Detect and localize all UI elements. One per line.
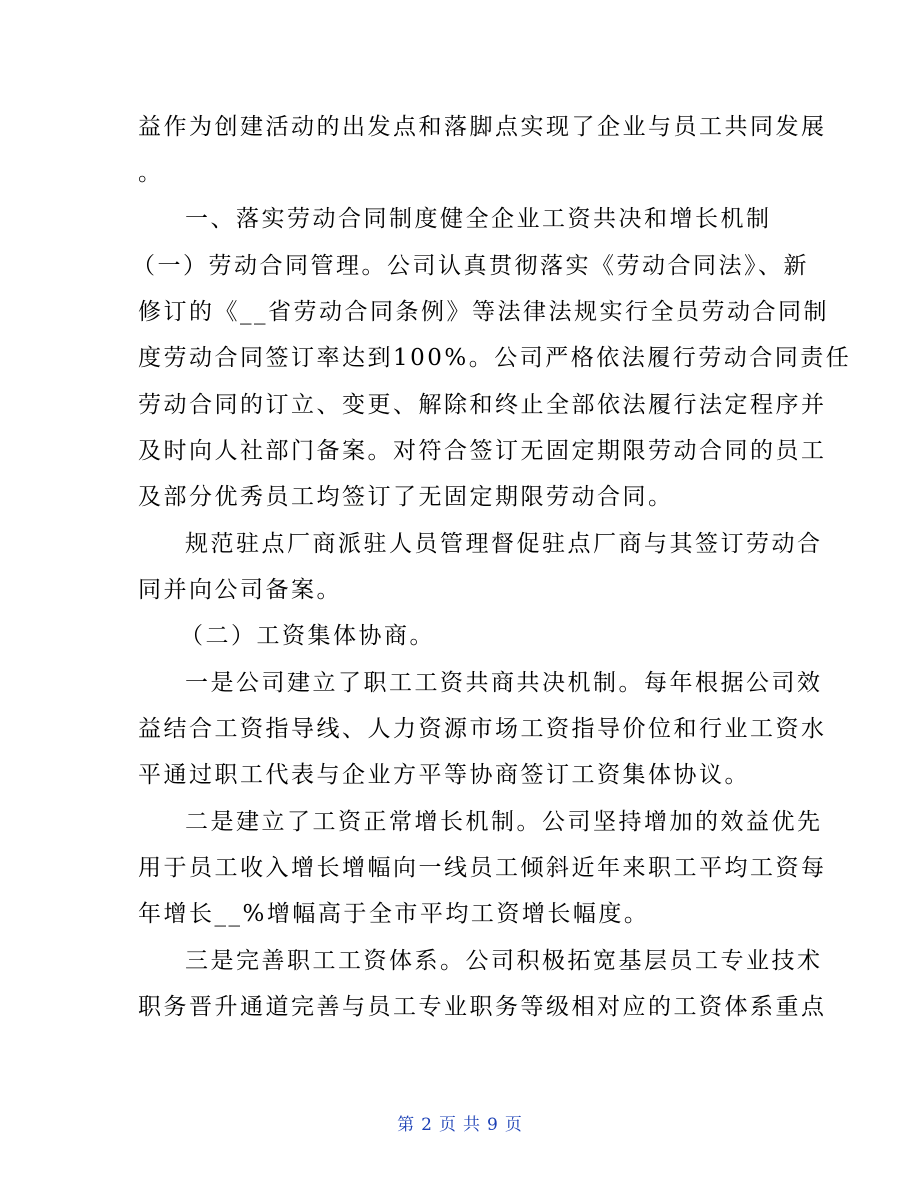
text-line-17: 用于员工收入增长增幅向一线员工倾斜近年来职工平均工资每: [138, 855, 827, 881]
text-line-20: 职务晋升通道完善与员工专业职务等级相对应的工资体系重点: [138, 994, 827, 1020]
text-line-16: 二是建立了工资正常增长机制。公司坚持增加的效益优先: [185, 809, 823, 835]
footer-current-page: 2: [421, 1115, 433, 1135]
text-line-6: 度劳动合同签订率达到100%。公司严格依法履行劳动合同责任: [138, 345, 852, 371]
section-heading-1: 一、落实劳动合同制度健全企业工资共决和增长机制: [185, 206, 772, 232]
text-line-10: 规范驻点厂商派驻人员管理督促驻点厂商与其签订劳动合: [185, 531, 823, 557]
text-line-19: 三是完善职工工资体系。公司积极拓宽基层员工专业技术: [185, 948, 823, 974]
text-line-7: 劳动合同的订立、变更、解除和终止全部依法履行法定程序并: [138, 392, 827, 418]
text-line-15: 平通过职工代表与企业方平等协商签订工资集体协议。: [138, 762, 750, 788]
footer-page-label: 页: [439, 1115, 457, 1135]
footer-prefix: 第: [397, 1115, 416, 1135]
subsection-heading-2: （二）工资集体协商。: [180, 623, 435, 649]
text-line-8: 及时向人社部门备案。对符合签订无固定期限劳动合同的员工: [138, 438, 827, 464]
text-line-4: （一）劳动合同管理。公司认真贯彻落实《劳动合同法》、新: [132, 253, 809, 279]
text-line-9: 及部分优秀员工均签订了无固定期限劳动合同。: [138, 484, 674, 510]
page-footer: [0, 1110, 920, 1135]
text-line-5: 修订的《__省劳动合同条例》等法律法规实行全员劳动合同制: [138, 299, 829, 325]
text-line-11: 同并向公司备案。: [138, 577, 342, 603]
text-line-13: 一是公司建立了职工工资共商共决机制。每年根据公司效: [185, 670, 823, 696]
footer-total-label: 共: [463, 1115, 481, 1135]
footer-suffix: 页: [504, 1115, 523, 1135]
text-line-14: 益结合工资指导线、人力资源市场工资指导价位和行业工资水: [138, 716, 827, 742]
footer-total-pages: 9: [487, 1115, 499, 1135]
text-line-1: 益作为创建活动的出发点和落脚点实现了企业与员工共同发展: [138, 114, 827, 140]
text-line-18: 年增长__%增幅高于全市平均工资增长幅度。: [138, 901, 650, 927]
text-line-2: 。: [138, 160, 164, 186]
